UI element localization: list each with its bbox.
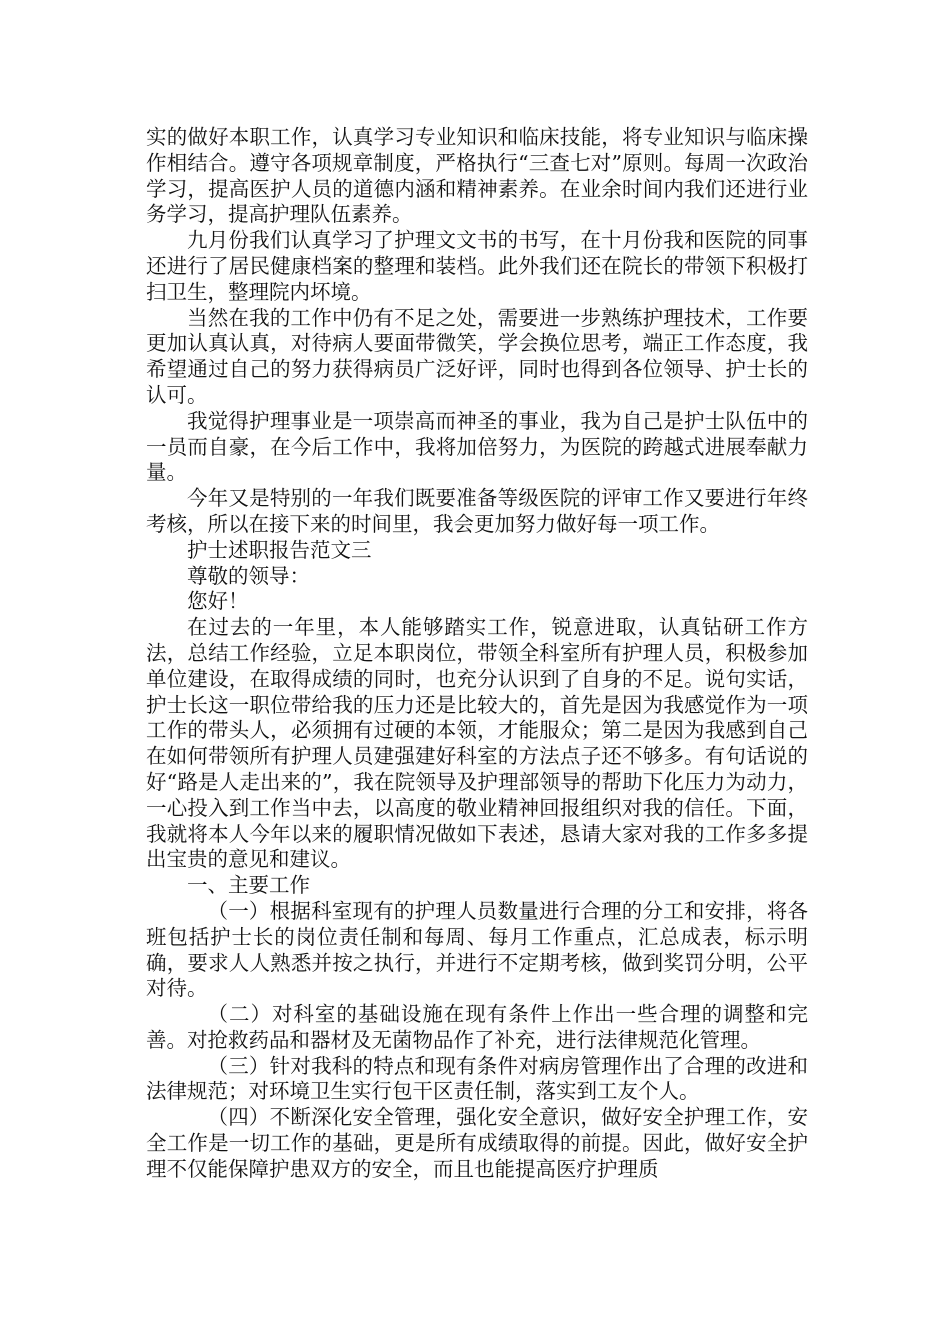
paragraph: 实的做好本职工作，认真学习专业知识和临床技能，将专业知识与临床操作相结合。遵守各项规章制度，严格执行“三查七对”原则。每周一次政治学习，提高医护人员的道德内涵和精神素养。在业余时间内我们还进行业务学习，提高护理队伍素养。 [146, 125, 808, 227]
salutation: 尊敬的领导： [187, 563, 310, 588]
paragraph: 当然在我的工作中仍有不足之处，需要进一步熟练护理技术，工作要更加认真认真，对待病人要面带微笑，学会换位思考，端正工作态度，我希望通过自己的努力获得病员广泛好评，同时也得到各位领导、护士长的认可。 [146, 305, 808, 407]
paragraph: 九月份我们认真学习了护理文文书的书写，在十月份我和医院的同事还进行了居民健康档案的整理和装档。此外我们还在院长的带领下积极打扫卫生，整理院内坏境。 [146, 228, 808, 304]
greeting: 您好！ [187, 589, 249, 614]
list-item: （四）不断深化安全管理，强化安全意识，做好安全护理工作，安全工作是一切工作的基础，更是所有成绩取得的前提。因此，做好安全护理不仅能保障护患双方的安全，而且也能提高医疗护理质 [146, 1105, 808, 1181]
list-item: （三）针对我科的特点和现有条件对病房管理作出了合理的改进和法律规范；对环境卫生实行包干区责任制，落实到工友个人。 [146, 1053, 808, 1104]
paragraph: 我觉得护理事业是一项崇高而神圣的事业，我为自己是护士队伍中的一员而自豪，在今后工作中，我将加倍努力，为医院的跨越式进展奉献力量。 [146, 408, 808, 485]
section-title: 护士述职报告范文三 [187, 537, 372, 562]
list-item: （二）对科室的基础设施在现有条件上作出一些合理的调整和完善。对抢救药品和器材及无菌物品作了补充，进行法律规范化管理。 [146, 1002, 808, 1052]
section-heading: 一、主要工作 [187, 873, 310, 898]
paragraph: 今年又是特别的一年我们既要准备等级医院的评审工作又要进行年终考核，所以在接下来的时间里，我会更加努力做好每一项工作。 [146, 486, 808, 536]
list-item: （一）根据科室现有的护理人员数量进行合理的分工和安排，将各班包括护士长的岗位责任制和每周、每月工作重点，汇总成表，标示明确，要求人人熟悉并按之执行，并进行不定期考核，做到奖罚分明，公平对待。 [146, 898, 808, 1001]
paragraph: 在过去的一年里，本人能够踏实工作，锐意进取，认真钻研工作方法，总结工作经验，立足本职岗位，带领全科室所有护理人员，积极参加单位建设，在取得成绩的同时，也充分认识到了自身的不足。说句实话，护士长这一职位带给我的压力还是比较大的，首先是因为我感觉作为一项工作的带头人，必须拥有过硬的本领，才能服众；第二是因为我感到自己在如何带领所有护理人员建强建好科室的方法点子还不够多。有句话说的好“路是人走出来的”，我在院领导及护理部领导的帮助下化压力为动力，一心投入到工作当中去，以高度的敬业精神回报组织对我的信任。下面，我就将本人今年以来的履职情况做如下表述，恳请大家对我的工作多多提出宝贵的意见和建议。 [146, 615, 808, 872]
document-body [146, 125, 808, 1183]
